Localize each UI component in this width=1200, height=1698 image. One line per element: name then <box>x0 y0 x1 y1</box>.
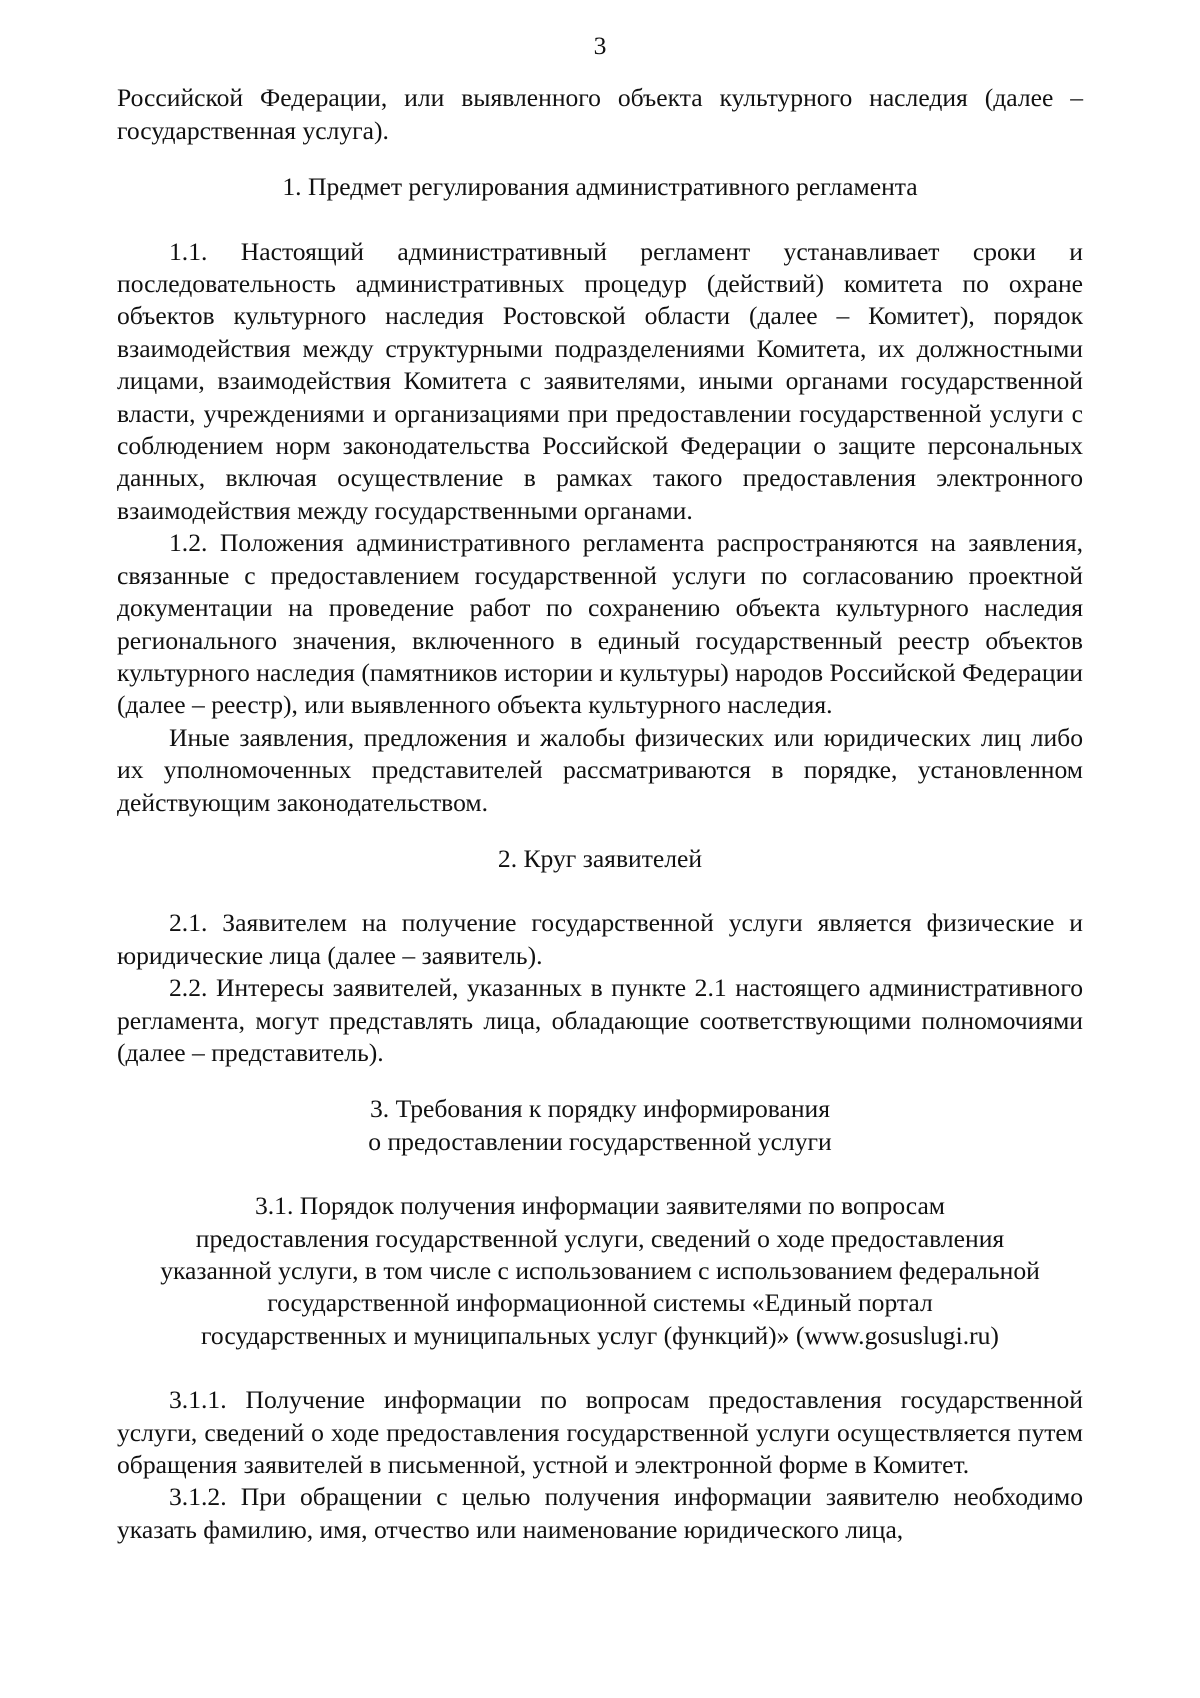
section-3-title <box>117 1093 1083 1158</box>
paragraph-3-1-2: 3.1.2. При обращении с целью получения информации заявителю необходимо указать фамилию, имя, отчество или наименование юридического лица, <box>117 1482 1083 1544</box>
paragraph-3-1-1: 3.1.1. Получение информации по вопросам предоставления государственной услуги, сведений о ходе предоставления государственной услуги осуществляется путем обращения заявителей в письменной, устной и электронной форме в Комитет. <box>117 1385 1083 1480</box>
paragraph-2-1: 2.1. Заявителем на получение государственной услуги является физические и юридические лица (далее – заявитель). <box>117 908 1083 970</box>
section-3-1-title-line-4: государственной информационной системы «Единый портал <box>267 1288 933 1318</box>
section-3-1-title-line-1: 3.1. Порядок получения информации заявителями по вопросам <box>254 1191 946 1221</box>
section-3-title-line-1: 3. Требования к порядку информирования <box>369 1094 831 1124</box>
section-3-1-title-line-2: предоставления государственной услуги, сведений о ходе предоставления <box>195 1223 1005 1253</box>
section-2-title: 2. Круг заявителей <box>497 843 703 873</box>
paragraph-1-1: 1.1. Настоящий административный регламент устанавливает сроки и последовательность административных процедур (действий) комитета по охране объектов культурного наследия Ростовской области (далее – Комитет), порядок взаимодействия между структурными подразделениями Комитета, их должностными лицами, взаимодействия Комитета с заявителями, иными органами государственной власти, учреждениями и организациями при предоставлении государственной услуги с соблюдением норм законодательства Российской Федерации о защите персональных данных, включая осуществление в рамках такого предоставления электронного взаимодействия между государственными органами. <box>117 236 1083 525</box>
page-number: 3 <box>593 31 607 60</box>
intro-paragraph: Российской Федерации, или выявленного объекта культурного наследия (далее – государственная услуга). <box>117 83 1083 145</box>
section-3-1-title-line-5: государственных и муниципальных услуг (функций)» (www.gosuslugi.ru) <box>201 1320 999 1350</box>
paragraph-1-2: 1.2. Положения административного регламента распространяются на заявления, связанные с предоставлением государственной услуги по согласованию проектной документации на проведение работ по сохранению объекта культурного наследия регионального значения, включенного в единый государственный реестр объектов культурного наследия (памятников истории и культуры) народов Российской Федерации (далее – реестр), или выявленного объекта культурного наследия. <box>117 528 1083 720</box>
paragraph-2-2: 2.2. Интересы заявителей, указанных в пункте 2.1 настоящего административного регламента, могут представлять лица, обладающие соответствующими полномочиями (далее – представитель). <box>117 973 1083 1067</box>
section-1-title: 1. Предмет регулирования административного регламента <box>282 172 918 202</box>
section-3-1-title-line-3: указанной услуги, в том числе с использованием с использованием федеральной <box>160 1256 1040 1285</box>
section-3-1-title <box>157 1190 1043 1352</box>
paragraph-1-2-extra: Иные заявления, предложения и жалобы физических или юридических лиц либо их уполномоченных представителей рассматриваются в порядке, установленном действующим законодательством. <box>117 722 1083 817</box>
section-3-title-line-2: о предоставлении государственной услуги <box>368 1126 832 1156</box>
